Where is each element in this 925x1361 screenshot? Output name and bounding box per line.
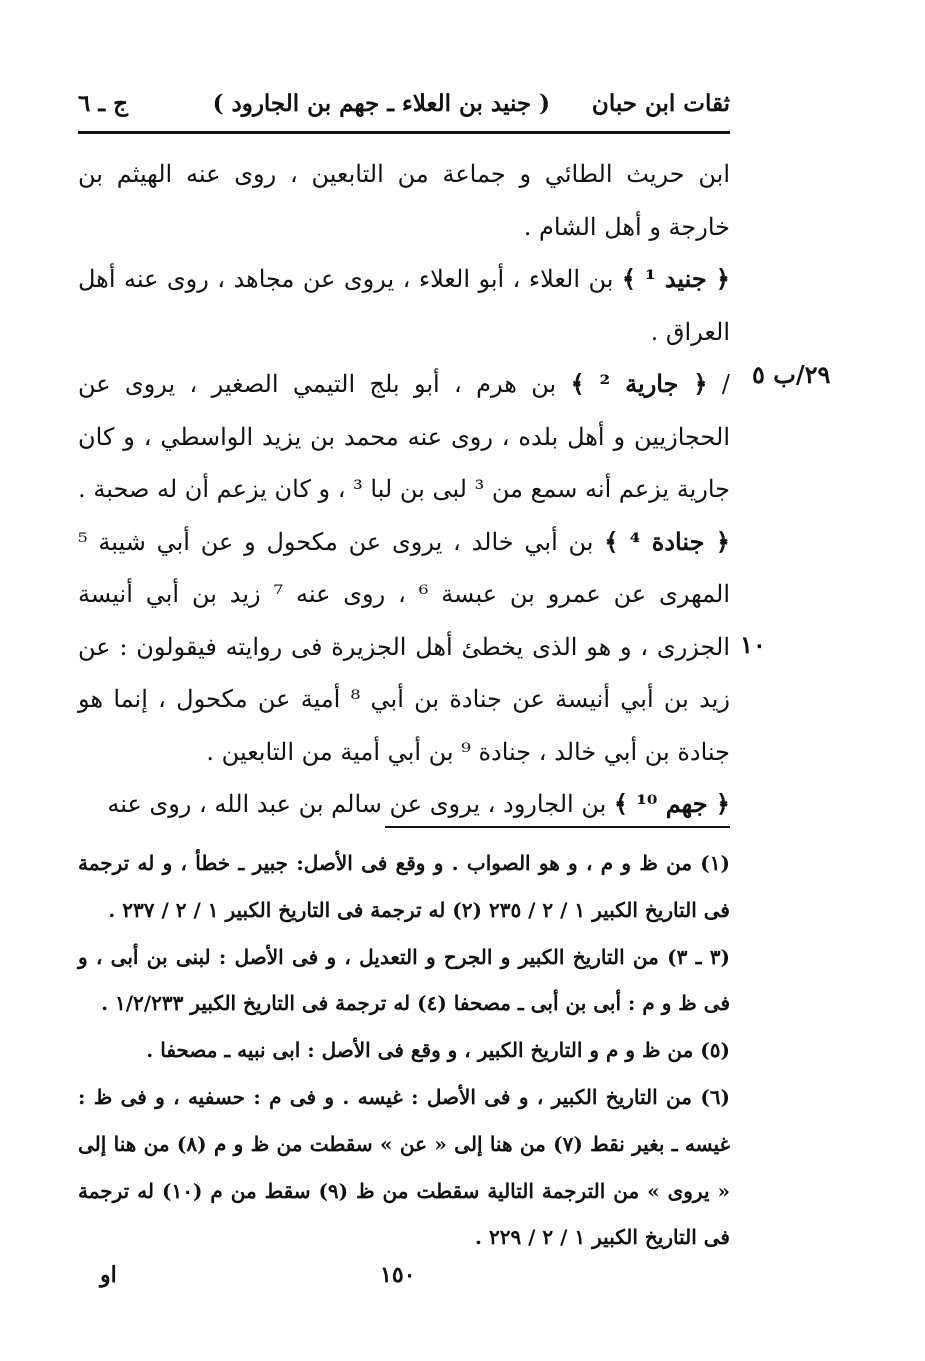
paragraph-text: ابن حريث الطائي و جماعة من التابعين ، روى عنه الهيثم بن خارجة و أهل الشام .: [78, 160, 731, 241]
entry-heading: ﴿ جارية ² ﴾: [570, 369, 708, 398]
folio-slash: /: [707, 370, 730, 398]
volume-label: ج ـ ٦: [78, 90, 128, 117]
running-header: [78, 84, 730, 124]
entry-junayd: [78, 253, 730, 358]
signature-mark: او: [100, 1262, 117, 1288]
main-text: [78, 148, 730, 831]
entry-heading: ﴿ جنيد ¹ ﴾: [621, 264, 730, 293]
footnote: (٣ ـ ٣) من التاريخ الكبير و الجرح و التعديل ، و فى الأصل : لبنى بن أبى ، و فى ظ و م : أبى بن أبى ـ مصحفا (٤) له ترجمة فى التاريخ الكبير ١/٢/٢٣٣ .: [78, 944, 730, 1016]
folio-marker: ٢٩/ب ٥: [752, 360, 831, 389]
entry-jahm: [78, 778, 730, 831]
footnote-rule: [385, 826, 730, 828]
footnotes: [78, 840, 730, 1261]
entry-heading: ﴿ جهم ¹⁰ ﴾: [613, 789, 730, 818]
book-title: ثقات ابن حبان: [591, 90, 730, 117]
entry-text: بن الجارود ، يروى عن سالم بن عبد الله ، روى عنه: [107, 790, 614, 818]
line-number: ١٠: [740, 630, 766, 659]
page-number: ١٥٠: [380, 1262, 416, 1288]
entry-text: بن العلاء ، أبو العلاء ، يروى عن مجاهد ، روى عنه أهل العراق .: [78, 265, 730, 346]
entry-text: بن هرم ، أبو بلج التيمي الصغير ، يروى عن الحجازيين و أهل بلده ، روى عنه محمد بن يزيد الواسطي ، و كان جارية يزعم أنه سمع من ³ لبى بن لبا ³ ، و كان يزعم أن له صحبة .: [78, 370, 730, 503]
header-rule: [78, 131, 730, 134]
entry-range: ( جنيد بن العلاء ـ جهم بن الجارود ): [212, 90, 550, 117]
footnote: (١) من ظ و م ، و هو الصواب . و وقع فى الأصل: جبير ـ خطأ ، و له ترجمة فى التاريخ الكبير ١ / ٢ / ٢٣٥ (٢) له ترجمة فى التاريخ الكبير ١ / ٢ / ٢٣٧ .: [78, 851, 730, 922]
footnote: (٦) من التاريخ الكبير ، و فى الأصل : غيسه . و فى م : حسفيه ، و فى ظ : غيسه ـ بغير نقط (٧) من هنا إلى « عن » سقطت من ظ و م (٨) من هنا إلى « يروى » من الترجمة التالية سقطت من ظ (٩) سقط من م (١٠) له ترجمة فى التاريخ الكبير ١ / ٢ / ٢٢٩ .: [78, 1084, 730, 1250]
entry-jariya: [78, 358, 730, 516]
paragraph-continuation: [78, 148, 730, 253]
entry-heading: ﴿ جنادة ⁴ ﴾: [604, 526, 730, 556]
entry-text: بن أبي خالد ، يروى عن مكحول و عن أبي شيبة ⁵ المهرى عن عمرو بن عبسة ⁶ ، روى عنه ⁷ زيد بن أبي أنيسة الجزرى ، و هو الذى يخطئ أهل الجزيرة فى روايته فيقولون : عن زيد بن أبي أنيسة عن جنادة بن أبي ⁸ أمية عن مكحول ، إنما هو جنادة بن أبي خالد ، جنادة ⁹ بن أبي أمية من التابعين .: [78, 527, 730, 766]
entry-junada: [78, 516, 730, 779]
footnote: (٥) من ظ و م و التاريخ الكبير ، و وقع فى الأصل : ابى نبيه ـ مصحفا .: [146, 1038, 730, 1063]
